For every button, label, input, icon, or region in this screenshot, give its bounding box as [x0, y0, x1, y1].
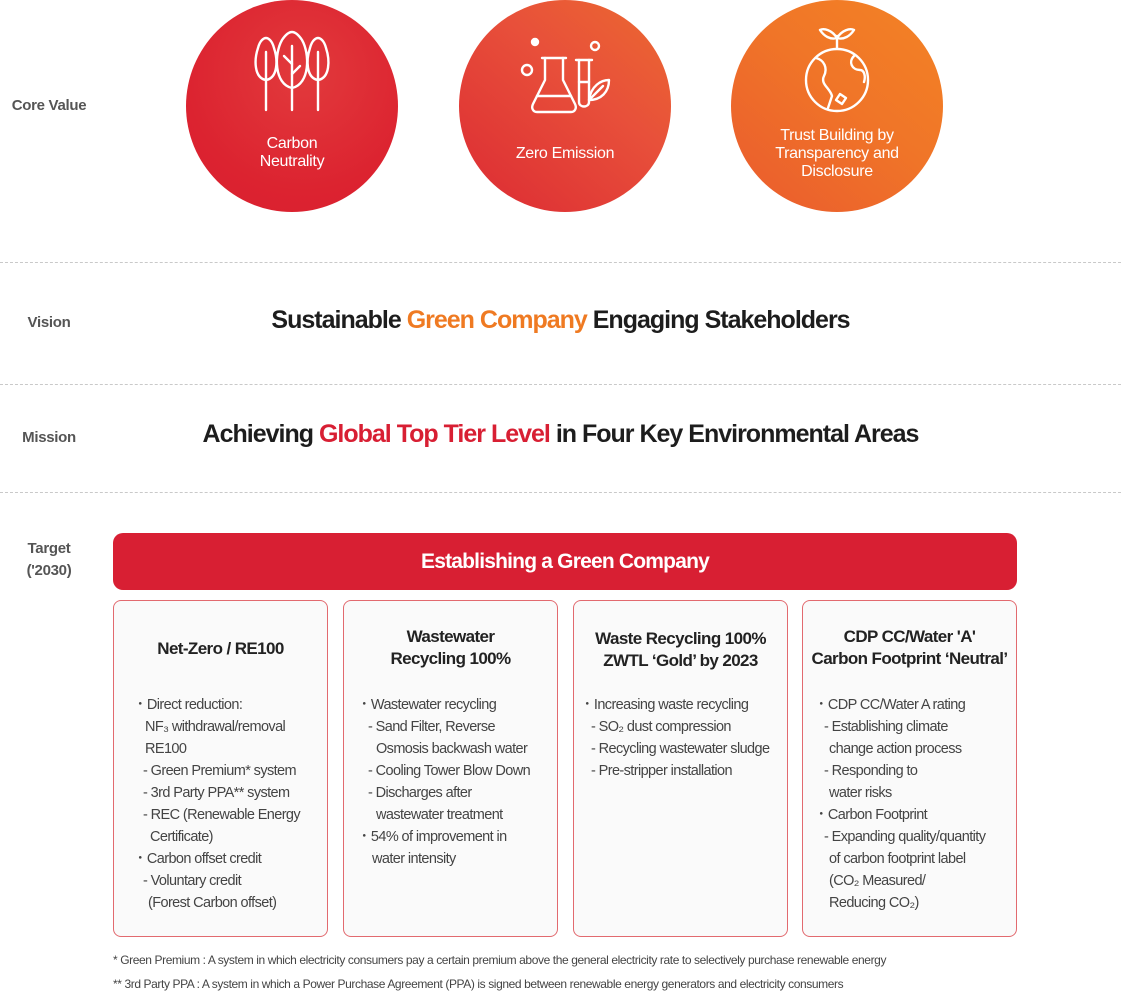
core-value-title-line1: Carbon	[266, 135, 318, 152]
card-line: RE100	[145, 741, 187, 757]
vision-label: Vision	[27, 314, 71, 331]
card-title-line2: Recycling 100%	[390, 649, 511, 668]
core-value-zero-emission	[459, 0, 671, 212]
card-subitem: - 3rd Party PPA** system	[143, 785, 290, 801]
card-subitem: - Recycling wastewater sludge	[591, 741, 770, 757]
core-value-title	[198, 135, 386, 171]
card-subitem: - Discharges after	[368, 785, 472, 801]
target-card-cdp	[802, 600, 1017, 937]
card-line: (Forest Carbon offset)	[148, 895, 277, 911]
target-banner: Establishing a Green Company	[113, 533, 1017, 590]
core-value-title-line2: Neutrality	[259, 153, 325, 170]
card-title	[803, 626, 1016, 670]
card-bullet: ・54% of improvement in	[357, 829, 507, 845]
globe-sprout-icon	[731, 26, 943, 116]
vision-text-post: Engaging Stakeholders	[586, 306, 850, 334]
card-line: Certificate)	[150, 829, 213, 845]
card-subitem: - Pre-stripper installation	[591, 763, 732, 779]
target-card-net-zero	[113, 600, 328, 937]
core-value-label: Core Value	[11, 97, 87, 114]
card-subitem: - SO₂ dust compression	[591, 719, 731, 735]
card-title-line2: Carbon Footprint ‘Neutral’	[811, 649, 1008, 668]
footnote-3rd-party-ppa: ** 3rd Party PPA : A system in which a Power Purchase Agreement (PPA) is signed between renewable energy generators and electricity consumers	[113, 977, 844, 991]
card-bullet: ・Carbon offset credit	[133, 851, 262, 867]
card-body	[574, 694, 787, 782]
card-body	[114, 694, 327, 914]
trees-icon	[186, 30, 398, 114]
core-value-carbon-neutrality	[186, 0, 398, 212]
card-line: water intensity	[372, 851, 456, 867]
card-bullet: ・Wastewater recycling	[357, 697, 497, 713]
card-bullet: ・Direct reduction:	[133, 697, 243, 713]
card-bullet: ・Increasing waste recycling	[580, 697, 749, 713]
section-divider	[0, 262, 1121, 263]
core-value-title	[743, 127, 931, 181]
card-title	[574, 628, 787, 672]
core-value-title-line1: Trust Building by	[780, 127, 894, 144]
core-value-title	[471, 145, 659, 163]
card-body	[344, 694, 557, 870]
card-subitem: - Sand Filter, Reverse	[368, 719, 496, 735]
target-label-line2: ('2030)	[26, 562, 72, 579]
card-line: of carbon footprint label	[829, 851, 966, 867]
card-title-line1: CDP CC/Water 'A'	[843, 627, 976, 646]
vision-statement	[0, 306, 1121, 335]
card-line: water risks	[829, 785, 892, 801]
card-line: Reducing CO₂)	[829, 895, 919, 911]
target-card-wastewater	[343, 600, 558, 937]
section-divider	[0, 492, 1121, 493]
target-label	[0, 538, 98, 582]
card-title	[344, 626, 557, 670]
card-subitem: - Cooling Tower Blow Down	[368, 763, 531, 779]
card-subitem: - Responding to	[824, 763, 918, 779]
flask-leaf-icon	[459, 36, 671, 116]
card-body	[803, 694, 1016, 914]
mission-text-post: in Four Key Environmental Areas	[549, 420, 919, 448]
vision-highlight: Green Company	[406, 306, 587, 334]
card-title	[114, 638, 327, 660]
card-title-line1: Net-Zero / RE100	[157, 639, 284, 658]
card-line: Osmosis backwash water	[376, 741, 528, 757]
card-subitem: - REC (Renewable Energy	[143, 807, 301, 823]
card-bullet: ・CDP CC/Water A rating	[814, 697, 966, 713]
card-bullet: ・Carbon Footprint	[814, 807, 928, 823]
card-line: NF₃ withdrawal/removal	[145, 719, 286, 735]
card-line: change action process	[829, 741, 962, 757]
core-value-title-line3: Disclosure	[801, 163, 873, 180]
card-subitem: - Voluntary credit	[143, 873, 241, 889]
target-label-line1: Target	[27, 540, 71, 557]
target-card-waste-recycling	[573, 600, 788, 937]
core-value-title-line2: Transparency and	[775, 145, 899, 162]
core-value-trust-building	[731, 0, 943, 212]
card-title-line2: ZWTL ‘Gold’ by 2023	[603, 651, 758, 670]
card-title-line1: Waste Recycling 100%	[595, 629, 766, 648]
card-subitem: - Establishing climate	[824, 719, 948, 735]
card-title-line1: Wastewater	[406, 627, 495, 646]
mission-statement	[0, 420, 1121, 449]
card-line: (CO₂ Measured/	[829, 873, 926, 889]
card-subitem: - Expanding quality/quantity	[824, 829, 986, 845]
card-subitem: - Green Premium* system	[143, 763, 296, 779]
vision-text-pre: Sustainable	[271, 306, 407, 334]
card-line: wastewater treatment	[376, 807, 503, 823]
mission-text-pre: Achieving	[202, 420, 319, 448]
section-divider	[0, 384, 1121, 385]
core-value-title-line1: Zero Emission	[515, 145, 615, 162]
mission-label: Mission	[22, 429, 76, 446]
mission-highlight: Global Top Tier Level	[318, 420, 550, 448]
footnote-green-premium: * Green Premium : A system in which electricity consumers pay a certain premium above the general electricity rate to selectively purchase renewable energy	[113, 953, 887, 967]
